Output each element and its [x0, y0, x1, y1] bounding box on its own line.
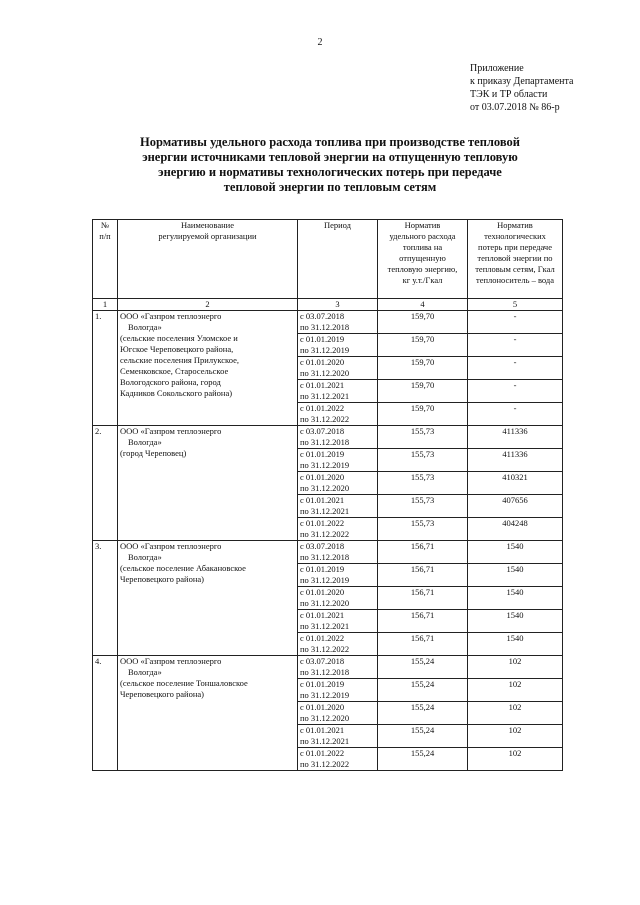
organization-line: ООО «Газпром теплоэнерго [120, 426, 222, 436]
loss-norm-cell: 102 [468, 702, 563, 725]
header-line: Норматив [404, 220, 441, 230]
header-line: Наименование [181, 220, 234, 230]
organization-line: Кадников Сокольского района) [120, 388, 233, 398]
loss-norm-cell: 411336 [468, 449, 563, 472]
loss-norm-cell: 404248 [468, 518, 563, 541]
organization-line: Семенковское, Старосельское [120, 366, 229, 376]
period-line: по 31.12.2022 [300, 529, 350, 539]
organization-line: (город Череповец) [120, 448, 187, 458]
period-cell [298, 610, 378, 633]
period-line: по 31.12.2018 [300, 437, 350, 447]
table-row [93, 541, 563, 564]
header-org [118, 220, 298, 299]
organization-line: Вологда» [128, 552, 162, 562]
fuel-norm-cell: 159,70 [378, 357, 468, 380]
organization-line: Югское Череповецкого района, [120, 344, 234, 354]
period-cell [298, 564, 378, 587]
norms-table-body [93, 311, 563, 771]
period-line: по 31.12.2019 [300, 345, 350, 355]
document-title [100, 135, 560, 195]
column-number-row [93, 299, 563, 311]
period-line: по 31.12.2022 [300, 644, 350, 654]
period-line: с 03.07.2018 [300, 541, 345, 551]
loss-norm-cell: 410321 [468, 472, 563, 495]
column-number: 5 [468, 299, 563, 311]
loss-norm-cell: 1540 [468, 541, 563, 564]
table-header-row [93, 220, 563, 299]
column-number: 3 [298, 299, 378, 311]
period-line: по 31.12.2018 [300, 552, 350, 562]
loss-norm-cell: 411336 [468, 426, 563, 449]
header-line: удельного расхода [389, 231, 456, 241]
period-line: с 01.01.2021 [300, 610, 345, 620]
fuel-norm-cell: 155,24 [378, 748, 468, 771]
fuel-norm-cell: 159,70 [378, 380, 468, 403]
fuel-norm-cell: 156,71 [378, 564, 468, 587]
column-number: 2 [118, 299, 298, 311]
header-line: отпущенную [399, 253, 446, 263]
fuel-norm-cell: 156,71 [378, 541, 468, 564]
organization-line: сельские поселения Прилукское, [120, 355, 239, 365]
loss-norm-cell: 1540 [468, 633, 563, 656]
period-cell [298, 633, 378, 656]
period-cell [298, 541, 378, 564]
period-cell [298, 357, 378, 380]
fuel-norm-cell: 155,73 [378, 518, 468, 541]
period-line: по 31.12.2018 [300, 322, 350, 332]
period-cell [298, 449, 378, 472]
period-line: по 31.12.2021 [300, 736, 350, 746]
table-row [93, 426, 563, 449]
organization-name [118, 656, 298, 771]
loss-norm-cell: 1540 [468, 610, 563, 633]
period-line: с 01.01.2022 [300, 403, 345, 413]
organization-name [118, 426, 298, 541]
loss-norm-cell: 1540 [468, 587, 563, 610]
period-line: с 01.01.2022 [300, 748, 345, 758]
organization-name [118, 311, 298, 426]
norms-table [92, 219, 563, 771]
organization-line: (сельское поселение Тоншаловское [120, 678, 248, 688]
period-line: с 01.01.2022 [300, 633, 345, 643]
loss-norm-cell: 407656 [468, 495, 563, 518]
column-number: 1 [93, 299, 118, 311]
fuel-norm-cell: 159,70 [378, 403, 468, 426]
fuel-norm-cell: 156,71 [378, 633, 468, 656]
title-line: энергии источниками тепловой энергии на отпущенную тепловую [142, 150, 518, 164]
loss-norm-cell: 102 [468, 725, 563, 748]
table-row [93, 656, 563, 679]
period-cell [298, 702, 378, 725]
header-line: кг у.т./Гкал [402, 275, 443, 285]
row-number: 3. [93, 541, 118, 656]
header-line: тепловую энергию, [387, 264, 458, 274]
period-line: по 31.12.2019 [300, 690, 350, 700]
fuel-norm-cell: 155,24 [378, 679, 468, 702]
title-line: тепловой энергии по тепловым сетям [223, 180, 437, 194]
period-line: с 01.01.2020 [300, 357, 345, 367]
period-line: по 31.12.2022 [300, 759, 350, 769]
period-line: по 31.12.2019 [300, 575, 350, 585]
organization-line: ООО «Газпром теплоэнерго [120, 541, 222, 551]
appendix-line: ТЭК и ТР области [470, 89, 548, 100]
fuel-norm-cell: 155,24 [378, 702, 468, 725]
organization-line: ООО «Газпром теплоэнерго [120, 311, 222, 321]
header-line: теплоноситель – вода [475, 275, 555, 285]
period-cell [298, 334, 378, 357]
period-cell [298, 426, 378, 449]
fuel-norm-cell: 155,73 [378, 495, 468, 518]
fuel-norm-cell: 156,71 [378, 587, 468, 610]
period-cell [298, 380, 378, 403]
loss-norm-cell: - [468, 380, 563, 403]
header-period [298, 220, 378, 299]
organization-line: Череповецкого района) [120, 574, 204, 584]
loss-norm-cell: 102 [468, 748, 563, 771]
loss-norm-cell: - [468, 403, 563, 426]
header-line: Период [323, 220, 352, 230]
period-line: с 03.07.2018 [300, 426, 345, 436]
header-loss [468, 220, 563, 299]
appendix-line: от 03.07.2018 № 86-р [470, 102, 560, 113]
organization-line: ООО «Газпром теплоэнерго [120, 656, 222, 666]
organization-name [118, 541, 298, 656]
fuel-norm-cell: 155,73 [378, 426, 468, 449]
row-number: 1. [93, 311, 118, 426]
appendix-block [470, 62, 573, 114]
organization-line: (сельские поселения Уломское и [120, 333, 238, 343]
period-cell [298, 495, 378, 518]
header-line: регулируемой организации [158, 231, 257, 241]
header-line: технологических [484, 231, 546, 241]
period-cell [298, 656, 378, 679]
organization-line: Вологда» [128, 667, 162, 677]
loss-norm-cell: 102 [468, 679, 563, 702]
loss-norm-cell: 1540 [468, 564, 563, 587]
fuel-norm-cell: 159,70 [378, 334, 468, 357]
row-number: 2. [93, 426, 118, 541]
page-number: 2 [317, 37, 323, 48]
period-line: с 01.01.2022 [300, 518, 345, 528]
fuel-norm-cell: 156,71 [378, 610, 468, 633]
period-line: с 01.01.2019 [300, 564, 345, 574]
period-cell [298, 518, 378, 541]
period-cell [298, 725, 378, 748]
fuel-norm-cell: 155,73 [378, 472, 468, 495]
header-line: п/п [99, 231, 111, 241]
organization-line: Вологда» [128, 437, 162, 447]
fuel-norm-cell: 155,73 [378, 449, 468, 472]
period-cell [298, 679, 378, 702]
row-number: 4. [93, 656, 118, 771]
period-line: по 31.12.2021 [300, 391, 350, 401]
fuel-norm-cell: 155,24 [378, 725, 468, 748]
period-line: с 01.01.2021 [300, 380, 345, 390]
header-fuel [378, 220, 468, 299]
fuel-norm-cell: 159,70 [378, 311, 468, 334]
organization-line: Череповецкого района) [120, 689, 204, 699]
period-line: с 01.01.2019 [300, 334, 345, 344]
appendix-line: Приложение [470, 63, 524, 74]
period-line: с 01.01.2019 [300, 679, 345, 689]
organization-line: Вологда» [128, 322, 162, 332]
period-line: по 31.12.2021 [300, 621, 350, 631]
period-line: по 31.12.2018 [300, 667, 350, 677]
column-number: 4 [378, 299, 468, 311]
period-line: по 31.12.2021 [300, 506, 350, 516]
period-cell [298, 311, 378, 334]
header-line: топлива на [402, 242, 443, 252]
organization-line: (сельское поселение Абакановское [120, 563, 246, 573]
header-line: тепловым сетям, Гкал [475, 264, 555, 274]
title-line: энергию и нормативы технологических потерь при передаче [158, 165, 502, 179]
period-line: с 03.07.2018 [300, 656, 345, 666]
period-cell [298, 472, 378, 495]
loss-norm-cell: - [468, 311, 563, 334]
period-line: с 03.07.2018 [300, 311, 345, 321]
header-num [93, 220, 118, 299]
period-line: с 01.01.2021 [300, 495, 345, 505]
loss-norm-cell: - [468, 357, 563, 380]
table-row [93, 311, 563, 334]
period-line: с 01.01.2020 [300, 587, 345, 597]
period-cell [298, 748, 378, 771]
title-line: Нормативы удельного расхода топлива при производстве тепловой [140, 135, 520, 149]
header-line: Норматив [497, 220, 533, 230]
period-cell [298, 587, 378, 610]
period-cell [298, 403, 378, 426]
period-line: по 31.12.2022 [300, 414, 350, 424]
period-line: по 31.12.2020 [300, 598, 350, 608]
header-line: потерь при передаче [478, 242, 552, 252]
fuel-norm-cell: 155,24 [378, 656, 468, 679]
header-line: тепловой энергии по [477, 253, 553, 263]
header-line: № [100, 220, 110, 230]
organization-line: Вологодского района, город [120, 377, 221, 387]
period-line: с 01.01.2019 [300, 449, 345, 459]
period-line: по 31.12.2020 [300, 368, 350, 378]
appendix-line: к приказу Департамента [470, 76, 574, 87]
loss-norm-cell: 102 [468, 656, 563, 679]
loss-norm-cell: - [468, 334, 563, 357]
period-line: с 01.01.2020 [300, 472, 345, 482]
period-line: по 31.12.2020 [300, 713, 350, 723]
period-line: с 01.01.2020 [300, 702, 345, 712]
period-line: по 31.12.2019 [300, 460, 350, 470]
period-line: с 01.01.2021 [300, 725, 345, 735]
period-line: по 31.12.2020 [300, 483, 350, 493]
